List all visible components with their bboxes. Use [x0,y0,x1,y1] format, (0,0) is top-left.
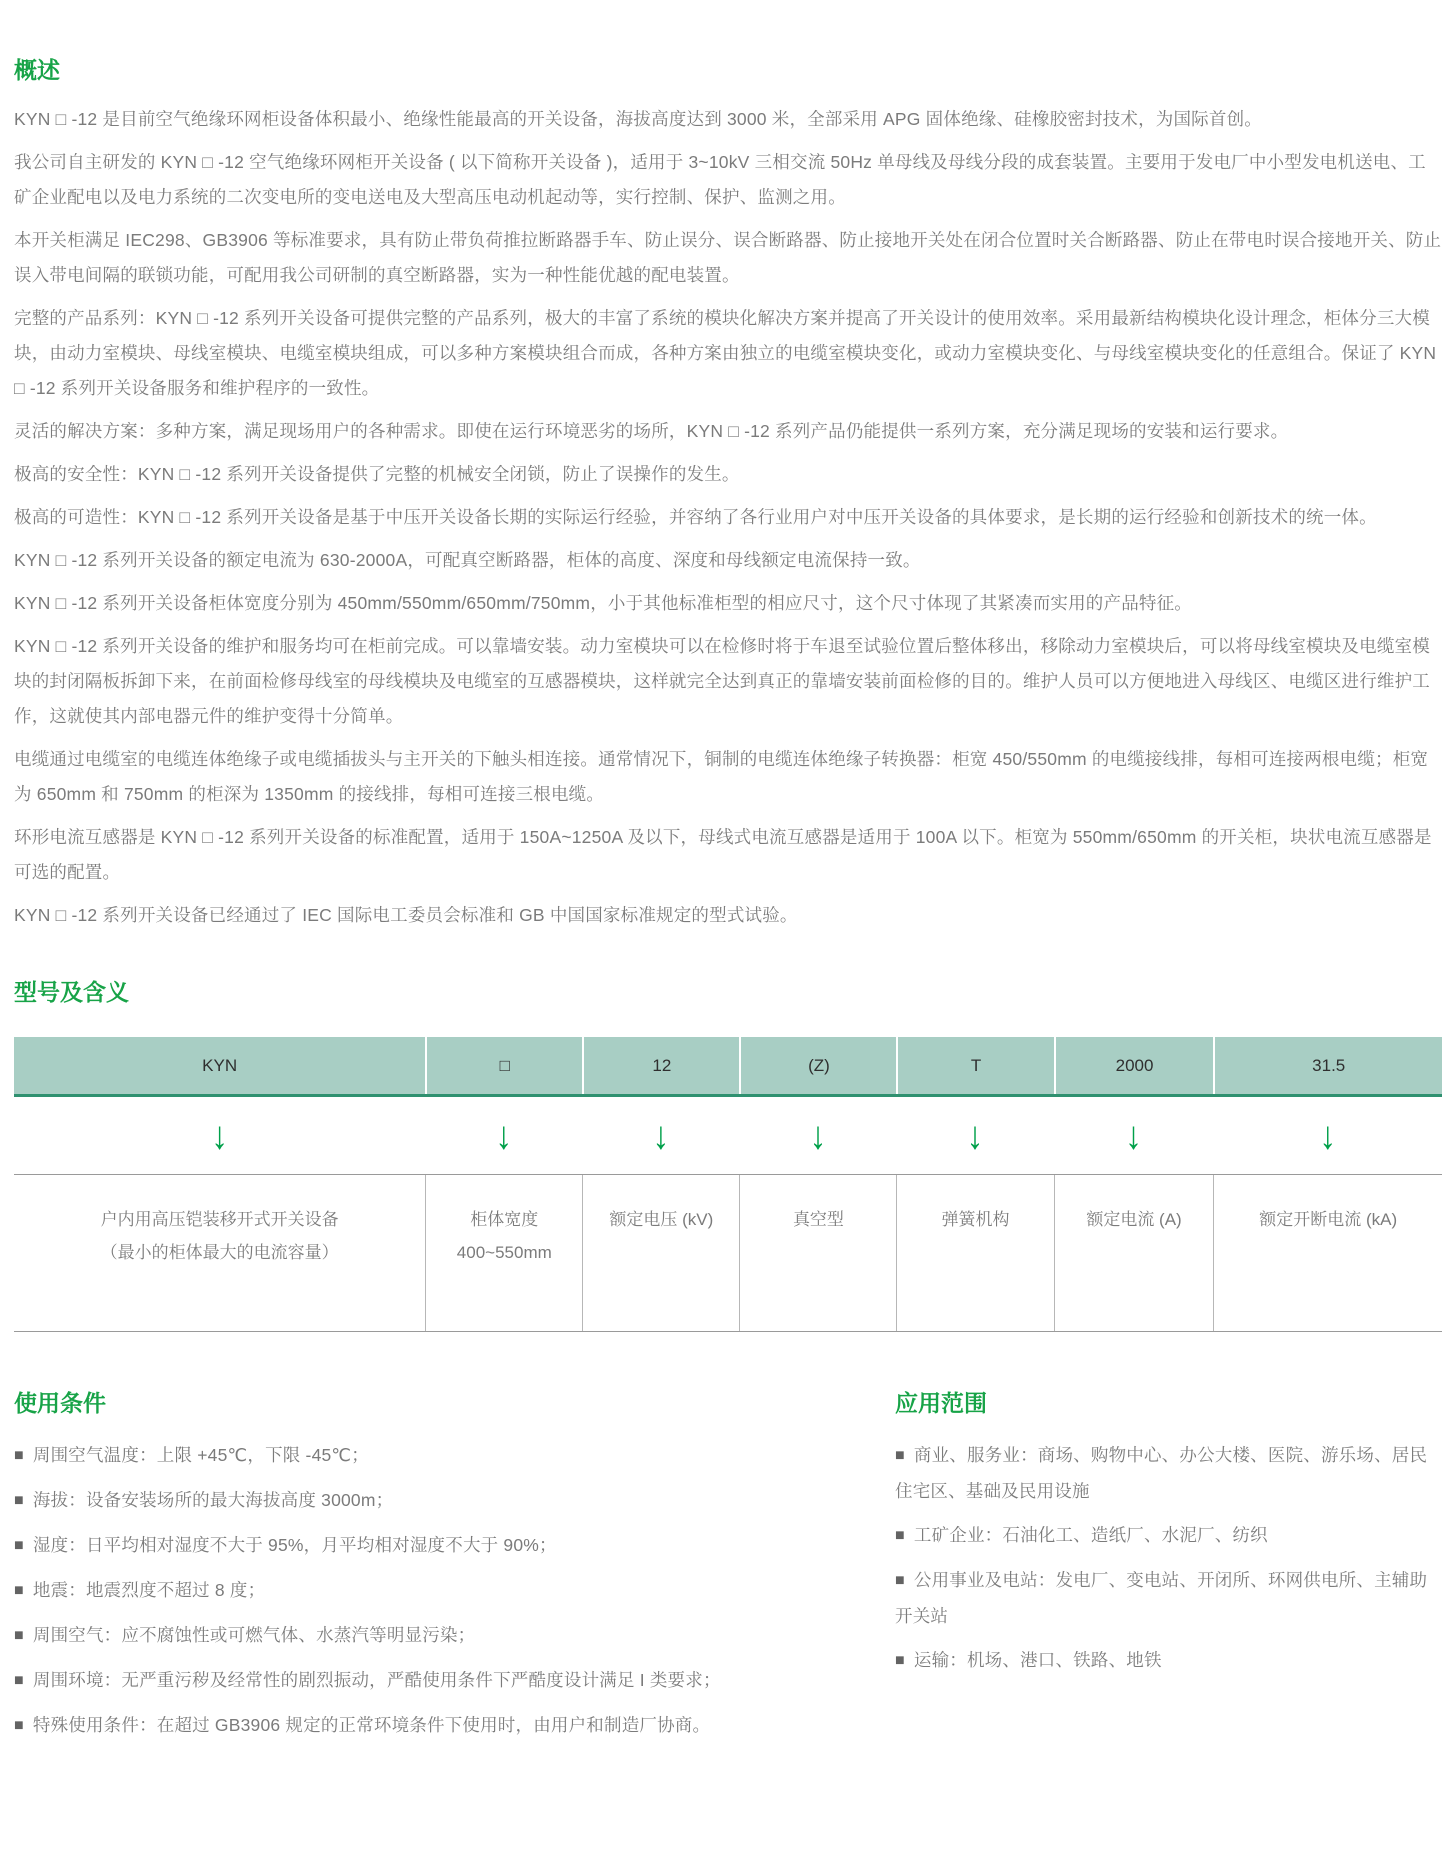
bullet-square-icon: ■ [895,1447,905,1464]
overview-paragraph: KYN □ -12 系列开关设备柜体宽度分别为 450mm/550mm/650mm/750mm，小于其他标准柜型的相应尺寸，这个尺寸体现了其紧凑而实用的产品特征。 [14,593,1192,613]
bullet-square-icon: ■ [14,1537,24,1554]
overview-paragraph: KYN □ -12 系列开关设备的维护和服务均可在柜前完成。可以靠墙安装。动力室模块可以在检修时将于车退至试验位置后整体移出，移除动力室模块后，可以将母线室模块及电缆室模块的封闭隔板拆卸下来，在前面检修母线室的母线模块及电缆室的互感器模块，这样就完全达到真正的靠墙安装前面检修的目的。维护人员可以方便地进入母线区、电缆区进行维护工作，这就使其内部电器元件的维护变得十分简单。 [14,636,1430,726]
model-arrow-row [14,1097,1442,1174]
bullet-square-icon: ■ [14,1717,24,1734]
model-code-cell: □ [425,1037,582,1094]
model-meaning-cell: 户内用高压铠装移开式开关设备 （最小的柜体最大的电流容量） [100,1210,339,1262]
down-arrow-icon: ↓ [1125,1113,1143,1158]
overview-paragraphs [14,102,1442,933]
down-arrow-icon: ↓ [1319,1113,1337,1158]
bullet-square-icon: ■ [895,1572,905,1589]
overview-paragraph: KYN □ -12 系列开关设备已经通过了 IEC 国际电工委员会标准和 GB 中国国家标准规定的型式试验。 [14,905,798,925]
bullet-square-icon: ■ [14,1672,24,1689]
model-meaning-cell: 额定电压 (kV) [582,1175,739,1331]
application-item: ■ 工矿企业：石油化工、造纸厂、水泥厂、纺织 [895,1525,1268,1545]
overview-paragraph: 极高的安全性：KYN □ -12 系列开关设备提供了完整的机械安全闭锁，防止了误操作的发生。 [14,464,740,484]
condition-item: ■ 周围空气温度：上限 +45℃，下限 -45℃； [14,1445,369,1465]
application-item: ■ 公用事业及电站：发电厂、变电站、开闭所、环网供电所、主辅助开关站 [895,1570,1428,1626]
condition-item: ■ 湿度：日平均相对湿度不大于 95%，月平均相对湿度不大于 90%； [14,1535,557,1555]
conditions-section-heading: 使用条件 [14,1390,106,1416]
model-meaning-cell: 弹簧机构 [896,1175,1053,1331]
model-code-cell: (Z) [739,1037,896,1094]
model-code-cell: T [896,1037,1053,1094]
model-meaning-row [14,1174,1442,1332]
overview-paragraph: 电缆通过电缆室的电缆连体绝缘子或电缆插拔头与主开关的下触头相连接。通常情况下，铜制的电缆连体绝缘子转换器：柜宽 450/550mm 的电缆接线排，每相可连接两根电缆；柜宽为 650mm 和 750mm 的柜深为 1350mm 的接线排，每相可连接三根电缆。 [14,749,1429,804]
condition-item: ■ 海拔：设备安装场所的最大海拔高度 3000m； [14,1490,394,1510]
model-code-cell: KYN [202,1055,238,1075]
usage-conditions-column [14,1388,895,1753]
bullet-square-icon: ■ [14,1492,24,1509]
model-code-cell: 2000 [1054,1037,1214,1094]
bottom-two-column-section [14,1388,1442,1793]
model-code-table [14,1037,1442,1332]
overview-paragraph: KYN □ -12 系列开关设备的额定电流为 630-2000A，可配真空断路器，柜体的高度、深度和母线额定电流保持一致。 [14,550,921,570]
overview-section-heading: 概述 [14,57,60,83]
bullet-square-icon: ■ [895,1652,905,1669]
applications-section-heading: 应用范围 [895,1390,987,1416]
down-arrow-icon: ↓ [966,1113,984,1158]
application-item: ■ 运输：机场、港口、铁路、地铁 [895,1650,1162,1670]
bullet-square-icon: ■ [14,1447,24,1464]
model-code-cell: 31.5 [1213,1037,1441,1094]
condition-item: ■ 地震：地震烈度不超过 8 度； [14,1580,266,1600]
overview-paragraph: 本开关柜满足 IEC298、GB3906 等标准要求，具有防止带负荷推拉断路器手车、防止误分、误合断路器、防止接地开关处在闭合位置时关合断路器、防止在带电时误合接地开关、防止误入带电间隔的联锁功能，可配用我公司研制的真空断路器，实为一种性能优越的配电装置。 [14,230,1442,285]
overview-paragraph: 完整的产品系列：KYN □ -12 系列开关设备可提供完整的产品系列，极大的丰富了系统的模块化解决方案并提高了开关设计的使用效率。采用最新结构模块化设计理念，柜体分三大模块，由动力室模块、母线室模块、电缆室模块组成，可以多种方案模块组合而成，各种方案由独立的电缆室模块变化，或动力室模块变化、与母线室模块变化的任意组合。保证了 KYN □ -12 系列开关设备服务和维护程序的一致性。 [14,308,1437,398]
bullet-square-icon: ■ [895,1527,905,1544]
model-meaning-cell: 额定电流 (A) [1054,1175,1214,1331]
overview-paragraph: 环形电流互感器是 KYN □ -12 系列开关设备的标准配置，适用于 150A~1250A 及以下，母线式电流互感器是适用于 100A 以下。柜宽为 550mm/650mm 的开关柜，块状电流互感器是可选的配置。 [14,827,1432,882]
application-item: ■ 商业、服务业：商场、购物中心、办公大楼、医院、游乐场、居民住宅区、基础及民用设施 [895,1445,1428,1501]
model-section-heading: 型号及含义 [14,979,129,1005]
model-code-header-row [14,1037,1442,1097]
model-code-cell: 12 [582,1037,739,1094]
model-meaning-cell: 额定开断电流 (kA) [1213,1175,1441,1331]
condition-item: ■ 周围环境：无严重污秽及经常性的剧烈振动，严酷使用条件下严酷度设计满足 I 类要求； [14,1670,721,1690]
model-meaning-cell: 柜体宽度 400~550mm [425,1175,582,1331]
bullet-square-icon: ■ [14,1582,24,1599]
down-arrow-icon: ↓ [211,1113,229,1158]
overview-paragraph: KYN □ -12 是目前空气绝缘环网柜设备体积最小、绝缘性能最高的开关设备，海拔高度达到 3000 米，全部采用 APG 固体绝缘、硅橡胶密封技术，为国际首创。 [14,109,1262,129]
down-arrow-icon: ↓ [809,1113,827,1158]
down-arrow-icon: ↓ [652,1113,670,1158]
applications-column [895,1388,1442,1753]
model-meaning-cell: 真空型 [739,1175,896,1331]
overview-paragraph: 我公司自主研发的 KYN □ -12 空气绝缘环网柜开关设备 ( 以下简称开关设备 )，适用于 3~10kV 三相交流 50Hz 单母线及母线分段的成套装置。主要用于发电厂中小型发电机送电、工矿企业配电以及电力系统的二次变电所的变电送电及大型高压电动机起动等，实行控制、保护、监测之用。 [14,152,1426,207]
bullet-square-icon: ■ [14,1627,24,1644]
condition-item: ■ 特殊使用条件：在超过 GB3906 规定的正常环境条件下使用时，由用户和制造厂协商。 [14,1715,711,1735]
overview-paragraph: 灵活的解决方案：多种方案，满足现场用户的各种需求。即使在运行环境恶劣的场所，KYN □ -12 系列产品仍能提供一系列方案，充分满足现场的安装和运行要求。 [14,421,1289,441]
down-arrow-icon: ↓ [495,1113,513,1158]
condition-item: ■ 周围空气：应不腐蚀性或可燃气体、水蒸汽等明显污染； [14,1625,476,1645]
overview-paragraph: 极高的可造性：KYN □ -12 系列开关设备是基于中压开关设备长期的实际运行经验，并容纳了各行业用户对中压开关设备的具体要求，是长期的运行经验和创新技术的统一体。 [14,507,1377,527]
